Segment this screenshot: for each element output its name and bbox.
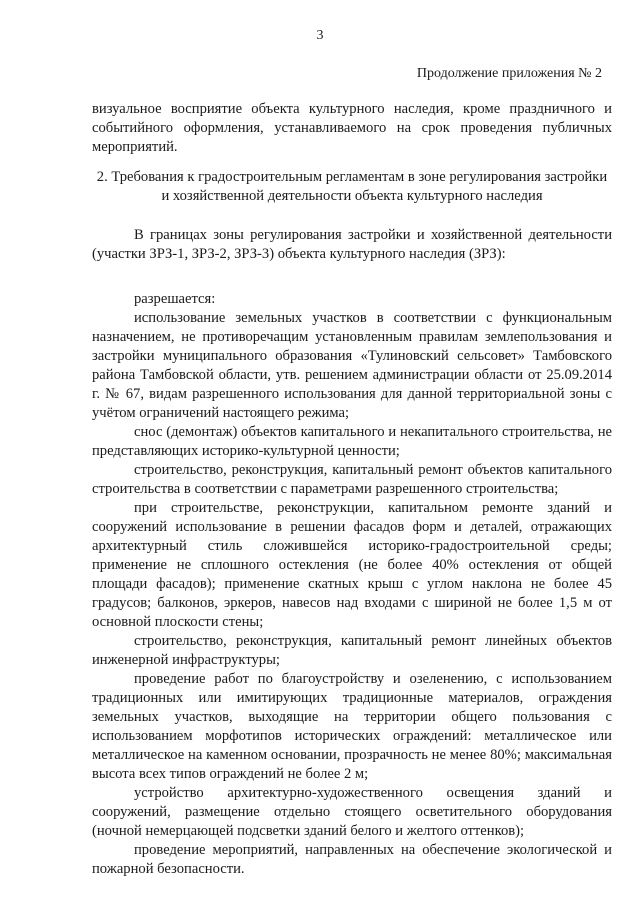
allowed-label: разрешается: xyxy=(134,291,216,307)
page-number: 3 xyxy=(316,28,324,43)
list-item: использование земельных участков в соответствии с функциональным назначением, не противоречащим установленным правилам землепользования и застройки муниципального образования «Тулиновский сельсовет» Тамбовского района Тамбовской области, утв. решением администрации области от 25.09.2014 г. № 67, видам разрешенного использования для данной территориальной зоны с учётом ограничений настоящего режима; xyxy=(92,310,612,421)
appendix-continuation-label: Продолжение приложения № 2 xyxy=(416,66,602,81)
list-item: строительство, реконструкция, капитальный ремонт линейных объектов инженерной инфраструктуры; xyxy=(92,633,612,668)
zone-intro-paragraph: В границах зоны регулирования застройки и хозяйственной деятельности (участки ЗРЗ-1, ЗРЗ-2, ЗРЗ-3) объекта культурного наследия (ЗРЗ): xyxy=(92,227,612,262)
list-item: при строительстве, реконструкции, капитальном ремонте зданий и сооружений использование в решении фасадов форм и деталей, отражающих архитектурный стиль сложившейся историко-градостроительной среды; применение не сплошного остекления (не более 40% остекления от общей площади фасадов); применение скатных крыш с углом наклона не более 45 градусов; балконов, эркеров, навесов над входами с шириной не более 1,5 м от основной плоскости стены; xyxy=(92,500,612,630)
allowed-list xyxy=(92,290,612,879)
list-item: устройство архитектурно-художественного освещения зданий и сооружений, размещение отдельно стоящего осветительного оборудования (ночной немерцающей подсветки зданий белого и желтого оттенков); xyxy=(92,785,612,839)
zone-intro-block xyxy=(92,226,612,264)
intro-paragraph: визуальное восприятие объекта культурного наследия, кроме праздничного и событийного оформления, устанавливаемого на срок проведения публичных мероприятий. xyxy=(92,101,612,155)
list-item: проведение работ по благоустройству и озеленению, с использованием традиционных или имитирующих традиционные материалов, ограждения земельных участков, выходящие на территории общего пользования с использованием морфотипов исторических ограждений: металлическое или металлическое на каменном основании, прозрачность не менее 80%; максимальная высота всех типов ограждений не более 2 м; xyxy=(92,671,612,782)
intro-block xyxy=(92,100,612,157)
section-heading-block xyxy=(92,168,612,206)
list-item: проведение мероприятий, направленных на обеспечение экологической и пожарной безопасности. xyxy=(92,842,612,877)
list-item: снос (демонтаж) объектов капитального и некапитального строительства, не представляющих историко-культурной ценности; xyxy=(92,424,612,459)
list-item: строительство, реконструкция, капитальный ремонт объектов капитального строительства в соответствии с параметрами разрешенного строительства; xyxy=(92,462,612,497)
section-heading: 2. Требования к градостроительным регламентам в зоне регулирования застройки и хозяйственной деятельности объекта культурного наследия xyxy=(96,169,608,204)
